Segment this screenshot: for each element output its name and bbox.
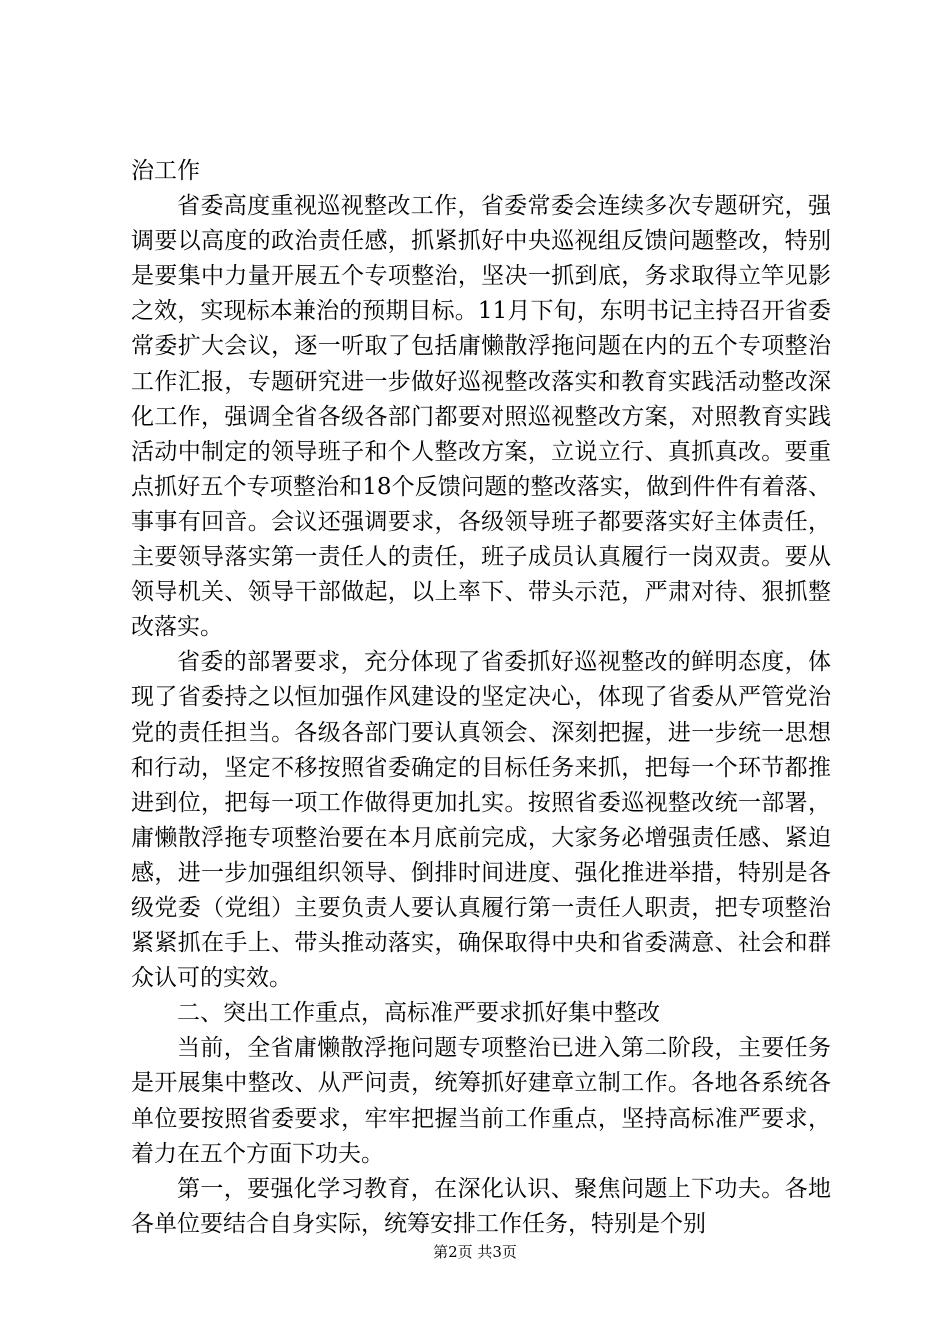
paragraph: 当前，全省庸懒散浮拖问题专项整治已进入第二阶段，主要任务是开展集中整改、从严问责，统筹抓好建章立制工作。各地各系统各单位要按照省委要求，牢牢把握当前工作重点，坚持高标准严要求，着力在五个方面下功夫。 [131,1035,831,1167]
paragraph: 第一，要强化学习教育，在深化认识、聚焦问题上下功夫。各地各单位要结合自身实际，统筹安排工作任务，特别是个别 [131,1175,831,1237]
paragraph: 省委高度重视巡视整改工作，省委常委会连续多次专题研究，强调要以高度的政治责任感，抓紧抓好中央巡视组反馈问题整改，特别是要集中力量开展五个专项整治，坚决一抓到底，务求取得立竿见影之效，实现标本兼治的预期目标。11月下旬，东明书记主持召开省委常委扩大会议，逐一听取了包括庸懒散浮拖问题在内的五个专项整治工作汇报，专题研究进一步做好巡视整改落实和教育实践活动整改深化工作，强调全省各级各部门都要对照巡视整改方案，对照教育实践活动中制定的领导班子和个人整改方案，立说立行、真抓真改。要重点抓好五个专项整治和18个反馈问题的整改落实，做到件件有着落、事事有回音。会议还强调要求，各级领导班子都要落实好主体责任，主要领导落实第一责任人的责任，班子成员认真履行一岗双责。要从领导机关、领导干部做起，以上率下、带头示范，严肃对待、狠抓整改落实。 [131,193,831,641]
page-footer: 第2页 共3页 [433,1243,517,1261]
document-body [131,154,831,1242]
paragraph: 二、突出工作重点，高标准严要求抓好集中整改 [177,1000,660,1027]
paragraph: 省委的部署要求，充分体现了省委抓好巡视整改的鲜明态度，体现了省委持之以恒加强作风建设的坚定决心，体现了省委从严管党治党的责任担当。各级各部门要认真领会、深刻把握，进一步统一思想和行动，坚定不移按照省委确定的目标任务来抓，把每一个环节都推进到位，把每一项工作做得更加扎实。按照省委巡视整改统一部署，庸懒散浮拖专项整治要在本月底前完成，大家务必增强责任感、紧迫感，进一步加强组织领导、倒排时间进度、强化推进举措，特别是各级党委（党组）主要负责人要认真履行第一责任人职责，把专项整治紧紧抓在手上、带头推动落实，确保取得中央和省委满意、社会和群众认可的实效。 [131,649,831,992]
paragraph: 治工作 [131,158,200,184]
